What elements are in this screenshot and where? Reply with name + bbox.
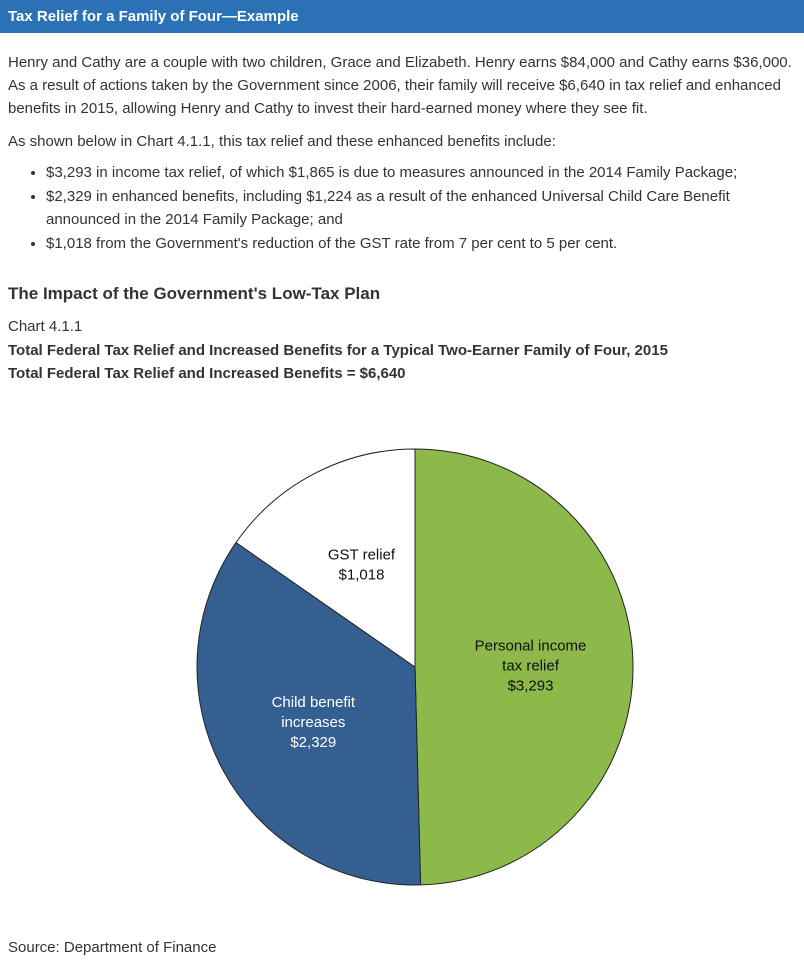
- pie-slice-label: Child benefit increases $2,329: [271, 693, 355, 751]
- benefit-list-item: • $3,293 in income tax relief, of which $1,865 is due to measures announced in the 2014 Family Package;: [46, 161, 798, 184]
- pie-chart: [0, 400, 804, 900]
- benefit-list-item: • $2,329 in enhanced benefits, including $1,224 as a result of the enhanced Universal Child Care Benefit announced in the 2014 Family Package; and: [46, 185, 798, 231]
- intro-content: [8, 51, 798, 256]
- chart-title: Total Federal Tax Relief and Increased Benefits for a Typical Two-Earner Family of Four, 2015: [8, 342, 668, 359]
- pie-slice-label: GST relief $1,018: [327, 546, 396, 584]
- chart-source: Source: Department of Finance: [8, 939, 217, 956]
- pie-slice-label: Personal income tax relief $3,293: [474, 637, 587, 695]
- section-title: The Impact of the Government's Low-Tax Plan: [8, 284, 381, 303]
- section-header-title: Tax Relief for a Family of Four—Example: [8, 8, 299, 25]
- benefit-list-item: • $1,018 from the Government's reduction of the GST rate from 7 per cent to 5 per cent.: [46, 232, 798, 255]
- intro-lead-in: As shown below in Chart 4.1.1, this tax relief and these enhanced benefits include:: [8, 133, 556, 150]
- intro-paragraph: Henry and Cathy are a couple with two children, Grace and Elizabeth. Henry earns $84,000 and Cathy earns $36,000. As a result of actions taken by the Government since 2006, their family will receive $6,640 in tax relief and enhanced benefits in 2015, allowing Henry and Cathy to invest their hard-earned money where they see fit.: [8, 54, 792, 117]
- section-header: [0, 0, 804, 33]
- benefit-list: [8, 161, 798, 255]
- chart-number: Chart 4.1.1: [8, 318, 83, 335]
- chart-subtitle: Total Federal Tax Relief and Increased Benefits = $6,640: [8, 365, 406, 382]
